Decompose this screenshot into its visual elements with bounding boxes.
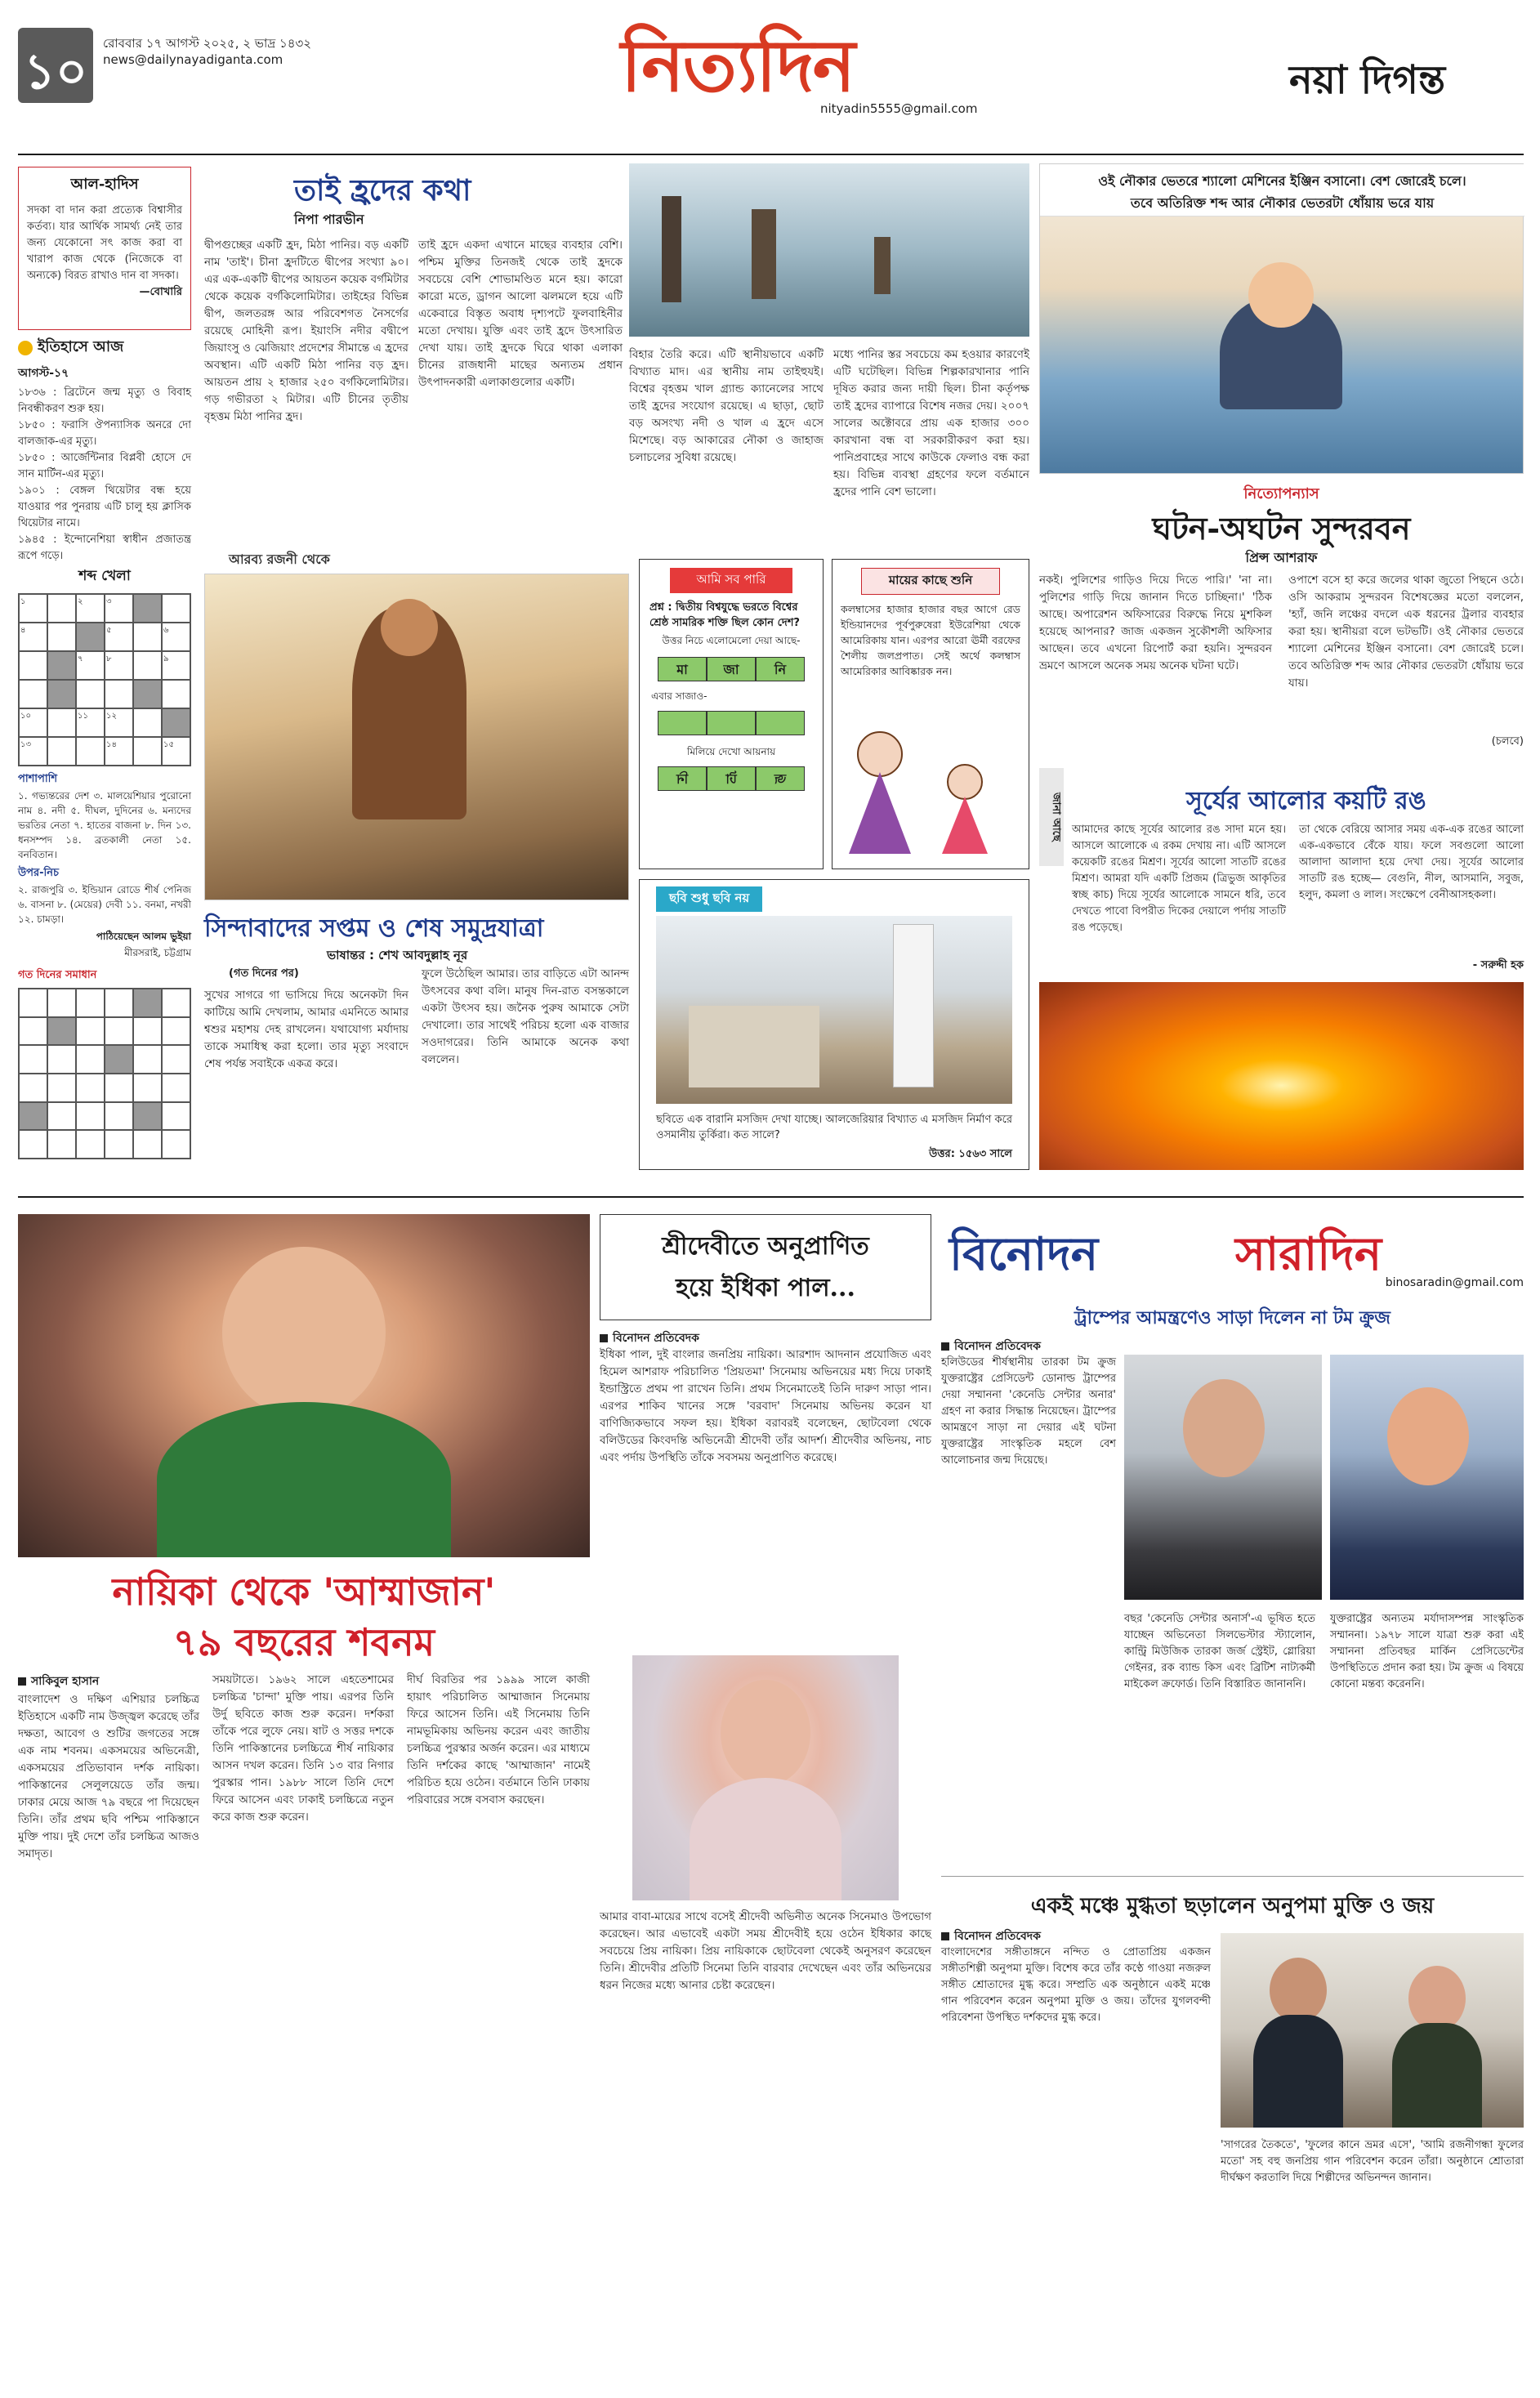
grid-cell[interactable] bbox=[47, 623, 76, 651]
mother-box bbox=[832, 559, 1029, 869]
grid-cell[interactable]: ৭ bbox=[76, 651, 105, 680]
grid-cell[interactable] bbox=[162, 594, 190, 623]
binodon-section bbox=[941, 1214, 1524, 2382]
sridevi-article bbox=[600, 1214, 931, 2382]
article-author: - সরুদ্দী হক bbox=[1472, 959, 1524, 971]
thai-lake-article bbox=[204, 163, 1029, 539]
article-title: সূর্যের আলোর কয়টি রঙ bbox=[1186, 787, 1426, 815]
grid-cell[interactable]: ১৫ bbox=[162, 737, 190, 766]
grid-cell[interactable]: ১ bbox=[19, 594, 47, 623]
article-text-col3: দীর্ঘ বিরতির পর ১৯৯৯ সালে কাজী হায়াৎ পরিচালিত আম্মাজান সিনেমায় ফিরে আসেন তিনি। এই সিনেমায় তিনি নামভূমিকায় অভিনয় করেন এবং জাতীয় চলচ্চিত্র পুরস্কার অর্জন করেন। এর মাধ্যমে তিনি দর্শকের কাছে 'আম্মাজান' নামেই পরিচিত হয়ে ওঠেন। বর্তমানে তিনি ঢাকায় পরিবারের সঙ্গে বসবাস করছেন। bbox=[407, 1673, 590, 1806]
quiz-hint: উত্তর নিচে এলোমেলো দেয়া আছে- bbox=[662, 635, 801, 646]
photo-story-title: ছবি শুধু ছবি নয় bbox=[656, 886, 762, 912]
article-text: ইধিকা পাল, দুই বাংলার জনপ্রিয় নায়িকা। আরশাদ আদনান প্রযোজিত এবং হিমেল আশরাফ পরিচালিত 'প্রিয়তমা' সিনেমায় অভিনয়ের মধ্য দিয়ে ঢাকাই ইন্ডাস্ট্রিতে প্রথম পা রাখেন তিনি। প্রথম সিনেমাতেই তিনি দারুণ সাড়া পান। এরপর শাকিব খানের সঙ্গে 'বরবাদ' সিনেমায় অভিনয় করেন যা বাণিজ্যিকভাবে সফল হয়। ইধিকা বরাবরই বলেছেন, ছোটবেলা থেকে বলিউডের কিংবদন্তি অভিনেত্রী শ্রীদেবী তাঁর আদর্শ। শ্রীদেবীর অভিনয়, নাচ এবং পর্দায় উপস্থিতি তাঁকে সবসময় অনুপ্রাণিত করেছে। bbox=[600, 1348, 931, 1464]
shabnam-photo bbox=[18, 1214, 590, 1557]
binodon-logo: বিনোদন সারাদিন binosaradin@gmail.com bbox=[949, 1227, 1524, 1289]
site-link[interactable]: news@dailynayadiganta.com bbox=[103, 52, 283, 67]
quiz-answer-cells[interactable] bbox=[640, 711, 823, 735]
article-text-col2: বছর 'কেনেডি সেন্টার অনার্স'-এ ভূষিত হতে যাচ্ছেন অভিনেতা সিলভেস্টার স্ট্যালোন, কান্ট্রি মিউজিক তারকা জর্জ স্ট্রেইট, গ্লোরিয়া গেইনর, রক ব্যান্ড কিস এবং ব্রিটিশ নাট্যকর্মী মাইকেল ক্রফোর্ড। তিনি বিস্তারিত জানাননি। bbox=[1124, 1613, 1315, 1690]
section-rule bbox=[18, 1196, 1524, 1198]
quiz-answer-hint: মিলিয়ে দেখো আয়নায় bbox=[686, 746, 776, 757]
puzzle-sender-place: মীরসরাই, চট্টগ্রাম bbox=[124, 947, 191, 958]
grid-cell-blocked bbox=[76, 623, 105, 651]
article-prev: (গত দিনের পর) bbox=[229, 967, 299, 980]
across-title: পাশাপাশি bbox=[18, 773, 58, 785]
grid-cell[interactable] bbox=[133, 737, 162, 766]
sunset-photo bbox=[1039, 982, 1524, 1170]
mother-text: কলম্বাসের হাজার হাজার বছর আগে রেড ইন্ডিয়ানদের পূর্বপুরুষেরা ইউরেশিয়া থেকে আমেরিকায় যান। এরপর আরো ঊর্মী বরফের শৈলীয় জলপ্রপাত। সেই অর্থে কলম্বাস আমেরিকার আবিষ্কারক নন। bbox=[841, 603, 1020, 677]
sunlight-tag: জানা আছে bbox=[1039, 768, 1064, 866]
quiz-question: প্রশ্ন : দ্বিতীয় বিশ্বযুদ্ধে ভরতে বিশ্বের শ্রেষ্ঠ সামরিক শক্তি ছিল কোন দেশ? bbox=[649, 601, 800, 629]
article-title: তাই হ্রদের কথা bbox=[294, 173, 471, 208]
headline-box: শ্রীদেবীতে অনুপ্রাণিত হয়ে ইধিকা পাল... bbox=[600, 1214, 931, 1320]
series-tag: আরব্য রজনী থেকে bbox=[229, 551, 330, 567]
article-text-col1: বাংলাদেশ ও দক্ষিণ এশিয়ার চলচ্চিত্র ইতিহাসে একটি নাম উজ্জ্বল করেছে তাঁর দক্ষতা, আবেগ ও শুটির জগতের সঙ্গে এক নাম শবনম। একসময়ের অভিনেত্রী, একসময়ের প্রতিভাবান দর্শক নায়িকা। পাকিস্তানের সেলুলয়েডে তাঁর জন্ম। ঢাকার মেয়ে আজ ৭৯ বছরে পা দিয়েছেন তিনি। তাঁর প্রথম ছবি পশ্চিম পাকিস্তানে মুক্তি পায়। দুই দেশে তাঁর চলচ্চিত্র আজও সমাদৃত। bbox=[18, 1693, 199, 1860]
grid-cell-blocked bbox=[133, 680, 162, 708]
grid-cell[interactable] bbox=[19, 651, 47, 680]
quiz-cells-top: মা জা নি bbox=[640, 657, 823, 681]
history-item: ১৮৩৬ : ব্রিটেনে জন্ম মৃত্যু ও বিবাহ নিবন্ধীকরণ শুরু হয়। bbox=[18, 386, 191, 415]
article-text-col1: সুখের সাগরে গা ভাসিয়ে দিয়ে অনেকটা দিন কাটিয়ে আমি দেখলাম, আমার এমনিতে আমার শ্বশুর মহাশয় দেহ রাখলেন। যথাযোগ্য মর্যাদায় তাকে সমাধিস্থ করা হলো। তার মৃত্যু সংবাদে শেষ পর্যন্ত সবাইকে একত্র করে। bbox=[204, 989, 408, 1070]
trump-photo bbox=[1330, 1355, 1524, 1600]
down-clues: ২. রাজপুরি ৩. ইন্ডিয়ান রোডে শীর্ষ পেনিজ ৬. বাসনা ৮. (মেয়ের) দেবী ১১. বনমা, নখরী ১২. চামড়া। bbox=[18, 884, 191, 925]
grid-cell[interactable]: ৩ bbox=[105, 594, 133, 623]
byline-marker-icon bbox=[941, 1932, 949, 1940]
byline-marker-icon bbox=[18, 1677, 26, 1686]
grid-cell[interactable] bbox=[47, 737, 76, 766]
page-number: ১০ bbox=[24, 43, 87, 100]
article-text-col3: বিহার তৈরি করে। এটি স্থানীয়ভাবে একটি বিখ্যাত মাদ। এর স্থানীয় নাম তাইহুযই। বিশ্বের বৃহত্তম খাল গ্র্যান্ড ক্যানেলের সাথে তাই হ্রদের সংযোগ রয়েছে। এ ছাড়া, ছোট বড় অসংখ্য নদী ও খাল এ হ্রদে এসে মিশেছে। বড় আকারের নৌকা ও জাহাজ চলাচলের সুবিধা রয়েছে। bbox=[629, 348, 824, 464]
story-series: নিত্যোপন্যাস bbox=[1243, 485, 1319, 502]
thai-lake-photo bbox=[629, 163, 1029, 337]
grid-cell[interactable]: ৫ bbox=[105, 623, 133, 651]
history-title: ইতিহাসে আজ bbox=[18, 335, 191, 360]
grid-cell[interactable]: ১২ bbox=[105, 708, 133, 737]
history-item: ১৮৫০ : আর্জেন্টিনার বিপ্লবী হোসে দে সান মার্টিন-এর মৃত্যু। bbox=[18, 452, 191, 480]
shabnam-article bbox=[18, 1214, 590, 2382]
tom-title: ট্রাম্পের আমন্ত্রণেও সাড়া দিলেন না টম ক্রুজ bbox=[1074, 1308, 1390, 1329]
article-text-col4: মধ্যে পানির স্তর সবচেয়ে কম হওয়ার কারণেই এটি ঘটেছিল। বিভিন্ন শিল্পকারখানার পানি দূষিত করার জন্য দায়ী ছিল। চীনা কর্তৃপক্ষ তাই হ্রদের ব্যাপারে বিশেষ নজর দেয়। ২০০৭ সালের অক্টোবরে প্রায় এক হাজার ৩০০ কারখানা বন্ধ বা সরকারীকরণ করা হয়। পানিপ্রবাহের সাথে কাউকে ফেলাও বন্ধ করা হয়। বিভিন্ন ব্যবস্থা গ্রহণের ফলে বর্তমানে হ্রদের পানি বেশ ভালো। bbox=[833, 348, 1029, 498]
grid-cell[interactable]: ৯ bbox=[162, 651, 190, 680]
headline: নায়িকা থেকে 'আম্মাজান' bbox=[112, 1570, 496, 1614]
anupama-photo bbox=[1221, 1933, 1524, 2128]
article-text-col1: দ্বীপগুচ্ছের একটি হ্রদ, মিঠা পানির। বড় একটি নাম 'তাই'। চীনা হ্রদটিতে দ্বীপের সংখ্যা ৯০। এর এক-একটি দ্বীপের আয়তন কয়েক বর্গমিটার থেকে কয়েক বর্গকিলোমিটার। তাইহের বিভিন্ন দ্বীপ, জলতরঙ্গ আর পরিবেশগত নৈসর্গের রয়েছে মোহিনী রূপ। ইয়াংসি নদীর বদ্বীপে জিয়াংসু ও ঝেজিয়াং প্রদেশের সীমান্তে এ হ্রদের অবস্থান। এটি একটি মিঠা পানির বড় হ্রদ। আয়তন প্রায় ২ হাজার ২৫০ বর্গকিলোমিটার। গড় গভীরতা ২ মিটার। এটি চীনের তৃতীয় বৃহত্তম মিঠা পানির হ্রদ। bbox=[204, 239, 408, 423]
binodon-rule bbox=[941, 1876, 1524, 1877]
story-illustration bbox=[1039, 163, 1524, 474]
across-clues: ১. গভ্যন্তরের দেশ ৩. মালয়েশিয়ার পুরোনো নাম ৪. নদী ৫. দীঘল, দুদিনের ৬. মন্যদের ভরতির নেতা ৭. হাতের বাজনা ৮. দিন ১৩. ধনসম্পদ ১৪. ব্রতকালী নেতা ১৫. বনবিতান। bbox=[18, 790, 191, 860]
article-text-col2: তা থেকে বেরিয়ে আসার সময় এক-এক রঙের আলো এক-একভাবে বেঁকে যায়। ফলে সবগুলো আলো আলাদা আলাদা হয়ে দেখা দেয়। সূর্যের আলোর সাতটি রঙ হচ্ছে— বেগুনি, নীল, আসমানি, সবুজ, হলুদ, কমলা ও লাল। সংক্ষেপে বেনীআসহকলা। bbox=[1299, 824, 1524, 901]
binodon-email[interactable]: binosaradin@gmail.com bbox=[1385, 1276, 1524, 1289]
grid-cell[interactable] bbox=[133, 623, 162, 651]
sunlight-article bbox=[1039, 768, 1524, 1177]
grid-cell[interactable] bbox=[105, 680, 133, 708]
photo-story-box bbox=[639, 879, 1029, 1170]
grid-cell-blocked bbox=[47, 651, 76, 680]
hadith-box bbox=[18, 167, 191, 330]
mother-title: মায়ের কাছে শুনি bbox=[861, 568, 1000, 595]
mother-illustration bbox=[841, 723, 1020, 862]
quiz-arrange: এবার সাজাও- bbox=[651, 690, 708, 702]
article-author: নিপা পারভীন bbox=[294, 212, 364, 227]
solution-title: গত দিনের সমাধান bbox=[18, 969, 97, 981]
grid-cell[interactable]: ৪ bbox=[19, 623, 47, 651]
date-line: রোববার ১৭ আগস্ট ২০২৫, ২ ভাদ্র ১৪৩২ bbox=[103, 36, 312, 51]
quiz-title: আমি সব পারি bbox=[670, 568, 792, 593]
history-date: আগস্ট-১৭ bbox=[18, 367, 69, 380]
grid-cell[interactable]: ১৪ bbox=[105, 737, 133, 766]
masthead bbox=[0, 0, 1540, 155]
grid-cell[interactable] bbox=[162, 680, 190, 708]
headline-sub: ৭৯ বছরের শবনম bbox=[172, 1620, 435, 1664]
grid-cell[interactable]: ১৩ bbox=[19, 737, 47, 766]
grid-cell[interactable]: ১১ bbox=[76, 708, 105, 737]
grid-cell[interactable]: ৮ bbox=[105, 651, 133, 680]
clock-icon bbox=[18, 341, 33, 355]
photo-answer: উত্তর: ১৫৬৩ সালে bbox=[929, 1148, 1012, 1160]
idhika-photo bbox=[632, 1655, 899, 1900]
hadith-source: —বোখারি bbox=[139, 286, 182, 298]
byline-marker-icon bbox=[600, 1334, 608, 1342]
article-text-col2: তাই হ্রদে একদা এখানে মাছের ব্যবহার বেশি। পশ্চিম মুক্তির তিনজই থেকে তাই হ্রদকে সবচেয়ে বেশি শোভামণ্ডিত মনে হয়। কারো কারো মতে, ড্রাগন আলো ঝলমলে হয়ে এটি একেবারে বিস্তৃত অবাধ দৃশ্যপটে ফুলবাহিনীর মতো দেখায়। যুক্তি এবং তাই হ্রদে উৎসারিত দেখা যায়। তাই হ্রদকে ঘিরে থাকা এলাকা চীনের রাজধানী মাছের অন্যতম প্রধান উৎপাদনকারী এলাকাগুলোর একটি। bbox=[418, 239, 623, 389]
history-item: ১৮৫০ : ফরাসি ঔপন্যাসিক অনরে দো বালজাক-এর মৃত্যু। bbox=[18, 419, 191, 448]
history-item: ১৯৪৫ : ইন্দোনেশিয়া স্বাধীন প্রজাতন্ত্র রূপে গড়ে। bbox=[18, 534, 191, 562]
grid-cell-blocked bbox=[47, 680, 76, 708]
story-continued: (চলবে) bbox=[1491, 735, 1524, 748]
grid-cell[interactable]: ৬ bbox=[162, 623, 190, 651]
story-text-col1: নকই। পুলিশের গাড়িও দিয়ে দিতে পারি।' 'না না। পুলিশের গাড়ি দিয়ে জানান দিতে চাচ্ছিনা।' 'ঠিক আছে। অপারেশন অফিসারের বিরুদ্ধে নিয়ে মুশকিল হয়েছে আপনার? জাজ একজন সুকৌশলী অফিসার আছেন। তবে এখনো রিপোর্ট করা হয়নি। সুন্দরবন ভ্রমণে আসলে অনেক সময় অনেক ঘটনা ঘটে। bbox=[1039, 574, 1272, 672]
tom-cruise-photo bbox=[1124, 1355, 1322, 1600]
article-text-col3: যুক্তরাষ্ট্রের অন্যতম মর্যাদাসম্পন্ন সাংস্কৃতিক সম্মাননা। ১৯৭৮ সালে যাত্রা শুরু করা এই সম্মাননা প্রতিবছর মার্কিন প্রেসিডেন্টের উপস্থিতিতে প্রদান করা হয়। টম ক্রুজ এ বিষয়ে কোনো মন্তব্য করেননি। bbox=[1330, 1613, 1524, 1690]
article-text-col1: হলিউডের শীর্ষস্থানীয় তারকা টম ক্রুজ যুক্তরাষ্ট্রের প্রেসিডেন্ট ডোনাল্ড ট্রাম্পের দেয়া সম্মাননা 'কেনেডি সেন্টার অনার' গ্রহণ না করার সিদ্ধান্ত নিয়েছেন। ট্রাম্পের আমন্ত্রণে সাড়া না দেয়ার এই ঘটনা যুক্তরাষ্ট্রের সাংস্কৃতিক মহলে বেশ আলোচনার জন্ম দিয়েছে। bbox=[941, 1356, 1116, 1467]
paper-logo: নয়া দিগন্ত bbox=[1289, 57, 1446, 103]
quiz-cells-bottom: নি টা জ bbox=[640, 766, 823, 791]
article-text-col1: আমাদের কাছে সূর্যের আলোর রঙ সাদা মনে হয়। আসলে আলোকে এ রকম দেখায় না। এটি আসলে কয়েকটি রঙের মিশ্রণ। সূর্যের আলো সাতটি রঙের মিশ্রণ। আমরা যদি একটি প্রিজম (ত্রিভুজ আকৃতির স্বচ্ছ কাচ) দিয়ে সূর্যের আলোকে সামনে ধরি, তবে দেখতে পাবো বিপরীত দিকের দেয়ালে পর্দায় সাতটি রঙ পড়েছে। bbox=[1072, 824, 1286, 934]
article-text-col1: বাংলাদেশের সঙ্গীতাঙ্গনে নন্দিত ও প্রোতাপ্রিয় একজন সঙ্গীতশিল্পী অনুপমা মুক্তি। বিশেষ করে তাঁর কণ্ঠে গাওয়া নজরুল সঙ্গীত শ্রোতাদের মুগ্ধ করে। সম্প্রতি এক অনুষ্ঠানে একই মঞ্চে গান পরিবেশন করেন অনুপমা মুক্তি ও জয়। তাঁদের যুগলবন্দী পরিবেশনা উপস্থিত দর্শকদের মুগ্ধ করে। bbox=[941, 1946, 1211, 2024]
history-item: ১৯০১ : বেঙ্গল থিয়েটার বন্ধ হয়ে যাওয়ার পর পুনরায় এটি চালু হয় ক্লাসিক থিয়েটার নামে। bbox=[18, 485, 191, 529]
grid-cell-blocked bbox=[162, 708, 190, 737]
byline-marker-icon bbox=[941, 1342, 949, 1351]
grid-cell[interactable]: ২ bbox=[76, 594, 105, 623]
anupama-title: একই মঞ্চে মুগ্ধতা ছড়ালেন অনুপমা মুক্তি ও জয় bbox=[1030, 1894, 1435, 1918]
grid-cell[interactable] bbox=[133, 708, 162, 737]
page-number-badge bbox=[18, 28, 93, 103]
quiz-box bbox=[639, 559, 824, 869]
boat-story bbox=[1039, 163, 1524, 752]
article-translator: ভাষান্তর : শেখ আবদুল্লাহ নূর bbox=[327, 948, 468, 962]
article-text-2: আমার বাবা-মায়ের সাথে বসেই শ্রীদেবী অভিনীত অনেক সিনেমাও উপভোগ করেছেন। আর এভাবেই একটা সময় শ্রীদেবীই হয়ে ওঠেন ইধিকার কাছে সবচেয়ে প্রিয় নায়িকা। প্রিয় নায়িকাকে ছোটবেলা থেকেই অনুসরণ করেছেন তিনি। শ্রীদেবীর প্রতিটি সিনেমা তিনি বারবার দেখেছেন এবং তাঁর অভিনয়ের ধরন নিজের মধ্যে আনার চেষ্টা করেছেন। bbox=[600, 1910, 931, 1992]
mosque-photo bbox=[656, 916, 1012, 1104]
grid-cell[interactable]: ১০ bbox=[19, 708, 47, 737]
section-email[interactable]: nityadin5555@gmail.com bbox=[820, 101, 978, 116]
article-text-col2: সময়টাতে। ১৯৬২ সালে এহতেশামের চলচ্চিত্র 'চান্দা' মুক্তি পায়। এরপর তিনি উর্দু ছবিতে কাজ শুরু করেন। দর্শকরা তাঁকে পরে লুফে নেয়। ষাট ও সত্তর দশকে তিনি পাকিস্তানের চলচ্চিত্রে শীর্ষ নায়িকার আসন দখল করেন। তিনি ১৩ বার নিগার পুরস্কার পান। ১৯৮৮ সালে তিনি দেশে ফিরে আসেন এবং ঢাকাই চলচ্চিত্রে নতুন করে কাজ শুরু করেন। bbox=[212, 1673, 394, 1824]
sindbad-article bbox=[204, 549, 629, 1178]
article-title: সিন্দাবাদের সপ্তম ও শেষ সমুদ্রযাত্রা bbox=[204, 914, 544, 943]
puzzle-grid[interactable] bbox=[18, 593, 191, 766]
history-box bbox=[18, 335, 191, 562]
tom-byline: বিনোদন প্রতিবেদক bbox=[941, 1337, 1041, 1356]
down-title: উপর-নিচ bbox=[18, 867, 59, 879]
masthead-rule bbox=[18, 154, 1524, 155]
grid-cell[interactable] bbox=[76, 737, 105, 766]
hadith-text: সদকা বা দান করা প্রত্যেক বিশ্বাসীর কর্তব্য। যার আর্থিক সামর্থ্য নেই তার জন্য যেকোনো সৎ কাজ করা বা খারাপ কাজ থেকে (নিজেকে বা অন্যকে) বিরত রাখাও দান বা সদকা। bbox=[27, 204, 182, 282]
anupama-byline: বিনোদন প্রতিবেদক bbox=[941, 1927, 1041, 1946]
puzzle-sender: পাঠিয়েছেন আলম ভুইয়া bbox=[96, 931, 191, 942]
story-title: ঘটন-অঘটন সুন্দরবন bbox=[1152, 510, 1411, 547]
article-text-col2: ফুলে উঠেছিল আমার। তার বাড়িতে এটা আনন্দ উৎসবের কথা বলি। মানুষ দিন-রাত বসন্তকালে একটা উৎসব হয়। জনৈক পুরুষ আমাকে সেটা দেখালো। তার সাথেই পরিচয় হলো এক বাজার সওদাগরের। তিনি আমাকে অনেক কথা বললেন। bbox=[422, 967, 629, 1066]
caption-banner: ওই নৌকার ভেতরে শ্যালো মেশিনের ইঞ্জিন বসানো। বেশ জোরেই চলে। তবে অতিরিক্ত শব্দ আর নৌকার ভেতরটা ধোঁয়ায় ভরে যায় bbox=[1040, 164, 1524, 217]
story-text-col2: ওপাশে বসে হা করে জলের থাকা জুতো পিছনে ওঠে। ওসি আকরাম সুন্দরবন বিশেষজ্ঞের মতো বললেন, 'হ্যাঁ, জনি লঞ্চের বদলে এক ধরনের ট্রলার ব্যবহার করা হয়। স্থানীয়রা বলে ভটভটি। ওই নৌকার ভেতরে শ্যালো মেশিনের ইঞ্জিন বসানো। বেশ জোরেই চলে। তবে অতিরিক্ত শব্দ আর নৌকার ভেতরটা ধোঁয়ায় ভরে যায়। bbox=[1288, 574, 1524, 690]
sindbad-illustration bbox=[204, 574, 629, 900]
grid-cell[interactable] bbox=[76, 680, 105, 708]
photo-caption: ছবিতে এক বারানি মসজিদ দেখা যাচ্ছে। আলজেরিয়ার বিখ্যাত এ মসজিদ নির্মাণ করে ওসমানীয় তুর্কিরা। কত সালে? bbox=[656, 1114, 1012, 1141]
grid-cell[interactable] bbox=[47, 708, 76, 737]
puzzle-title: শব্দ খেলা bbox=[78, 568, 131, 584]
article-text-col2: 'সাগরের তৈকতে', 'ফুলের কানে ভ্রমর এসে', 'আমি রজনীগন্ধা ফুলের মতো' সহ বহু জনপ্রিয় গান পরিবেশন করেন তাঁরা। অনুষ্ঠানে শ্রোতারা দীর্ঘক্ষণ করতালি দিয়ে শিল্পীদের অভিনন্দন জানান। bbox=[1221, 2139, 1524, 2184]
grid-cell-blocked bbox=[133, 594, 162, 623]
puzzle-box bbox=[18, 565, 191, 1170]
grid-cell[interactable] bbox=[19, 680, 47, 708]
hadith-title: আল-হাদিস bbox=[70, 176, 139, 193]
byline: বিনোদন প্রতিবেদক bbox=[600, 1329, 699, 1348]
grid-cell[interactable] bbox=[133, 651, 162, 680]
byline: সাকিবুল হাসান bbox=[18, 1672, 99, 1691]
story-author: প্রিন্স আশরাফ bbox=[1245, 550, 1318, 565]
section-logo: নিত্যদিন bbox=[621, 23, 855, 108]
grid-cell[interactable] bbox=[47, 594, 76, 623]
solution-grid bbox=[18, 988, 191, 1159]
